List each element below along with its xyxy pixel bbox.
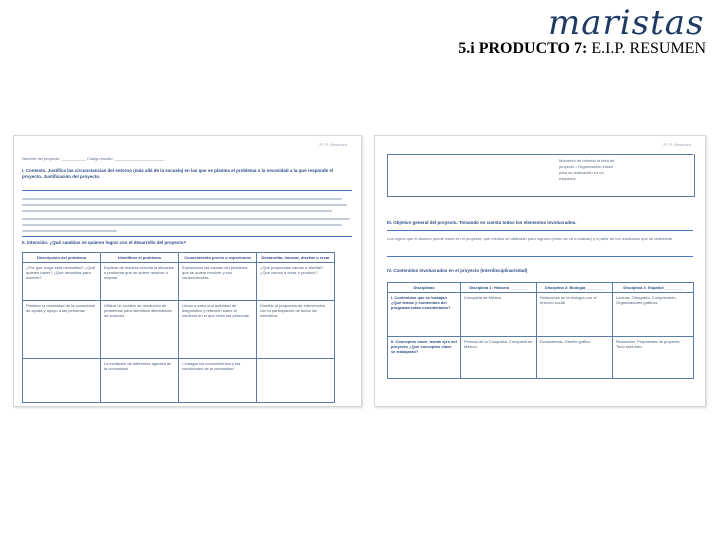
slide-title-number: 5.i PRODUCTO 7: [458,40,588,57]
row-heading: I. Contenidos que se trabajan ¿Qué temas y contenidos del programa están considerados? [391,295,451,310]
table-header-cell: Conocimiento previo o experiencia [179,253,257,263]
table-row [23,359,335,403]
table-cell: Llevar a cabo una actividad de diagnóstico y reflexión sobre el contexto en el que viven las personas [179,301,257,359]
table-cell [388,337,461,379]
table-row [23,263,335,301]
table-header-cell: Identificar el problema [101,253,179,263]
table-cell: La invitación de diferentes agentes de la comunidad [101,359,179,403]
table-cell [388,293,461,337]
table-header-cell: Disciplina 3: Español ________ [613,283,694,293]
slide-title [458,40,706,58]
table-row [388,293,694,337]
project-name-line: Nombre del proyecto: ___________ Código escrito: ______________________ [22,156,164,161]
table-cell: Explicar de manera sencilla la situación o problema que se quiere resolver o mejorar [101,263,179,301]
table-cell: Plantear la necesidad de la comunidad de ayuda y apoyo a las personas [23,301,101,359]
right-document-page [374,135,706,407]
table-row [23,301,335,359]
table-cell [257,359,335,403]
table-header-cell: Descripción del problema [23,253,101,263]
page-number: E.I.P. Resumen [319,142,347,147]
table-header-cell: Disciplinas [388,283,461,293]
table-cell: Lectura, Ortografía, Comprensión, Organizadores gráficos [613,293,694,337]
table-cell [23,359,101,403]
table-cell: Utilizar un modelo de resolución de problemas para identificar alternativas de solución [101,301,179,359]
section-objective-heading: III. Objetivo general del proyecto. Tomando en cuenta todos los elementos involucrados. [387,220,577,225]
table-cell: • Indagar los conocimientos y las condiciones de la comunidad [179,359,257,403]
table-cell: Relaciones de la biología con el entorno social [537,293,613,337]
orientation-note: Momento de orientar la idea de proyecto • Organización inicial para su realización en un esquema [559,158,615,181]
left-document-page [13,135,362,407]
table-header-row [23,253,335,263]
table-cell: Ecosistemas, Diseño gráfico [537,337,613,379]
row-heading: II. Conceptos clave, temas ejes del proyecto ¿Qué conceptos clave se trabajarán? [391,339,457,354]
table-header-cell: Desarrollar, innovar, diseñar o crear [257,253,335,263]
page-number: E.I.P. Resumen [663,142,691,147]
table-header-cell: Disciplina 1: Historia ________ [461,283,537,293]
table-cell: Exploramos las causas del problema que se quiere resolver y sus consecuencias [179,263,257,301]
table-cell: ¿Qué propuestas vamos a diseñar? ¿Qué vamos a crear o producir? [257,263,335,301]
section-context-heading: I. Contexto. Justifica las circunstancias del entorno (más allá de la escuela) en las que se plantea el problema o la necesidad a la que responde el proyecto. Justificación del proyecto. [22,168,334,179]
table-row [388,337,694,379]
disciplines-table [387,282,694,379]
table-cell: Conquista de México [461,293,537,337]
section-intention-heading: II. Intención. ¿Qué cambios se quieren lograr con el desarrollo del proyecto? [22,240,187,245]
table-header-cell: Disciplina 2: Biología ________ [537,283,613,293]
maristas-logo: maristas [548,3,705,43]
table-header-row [388,283,694,293]
objective-text: Los logros que el alumno puede hacer en el proyecto, qué medios se utilizarán para lograrlo (cómo se va a realizar) y a partir de los resultados que se obtendrán. [387,236,674,241]
problem-table [22,252,335,403]
table-cell: Redacción, Propuestas de proyecto, Todo está listo [613,337,694,379]
table-cell: ¿Por qué surge esta necesidad? ¿Qué quieres hacer? ¿Qué necesitas para hacerlo? [23,263,101,301]
slide-title-text: E.I.P. RESUMEN [587,40,706,57]
table-cell: Periodo de la Conquista, Conquista de México [461,337,537,379]
section-contents-heading: IV. Contenidos involucrados en el proyecto (Interdisciplinariedad) [387,268,528,273]
table-cell: Diseñar la propuesta de intervención con la participación de todos los miembros [257,301,335,359]
